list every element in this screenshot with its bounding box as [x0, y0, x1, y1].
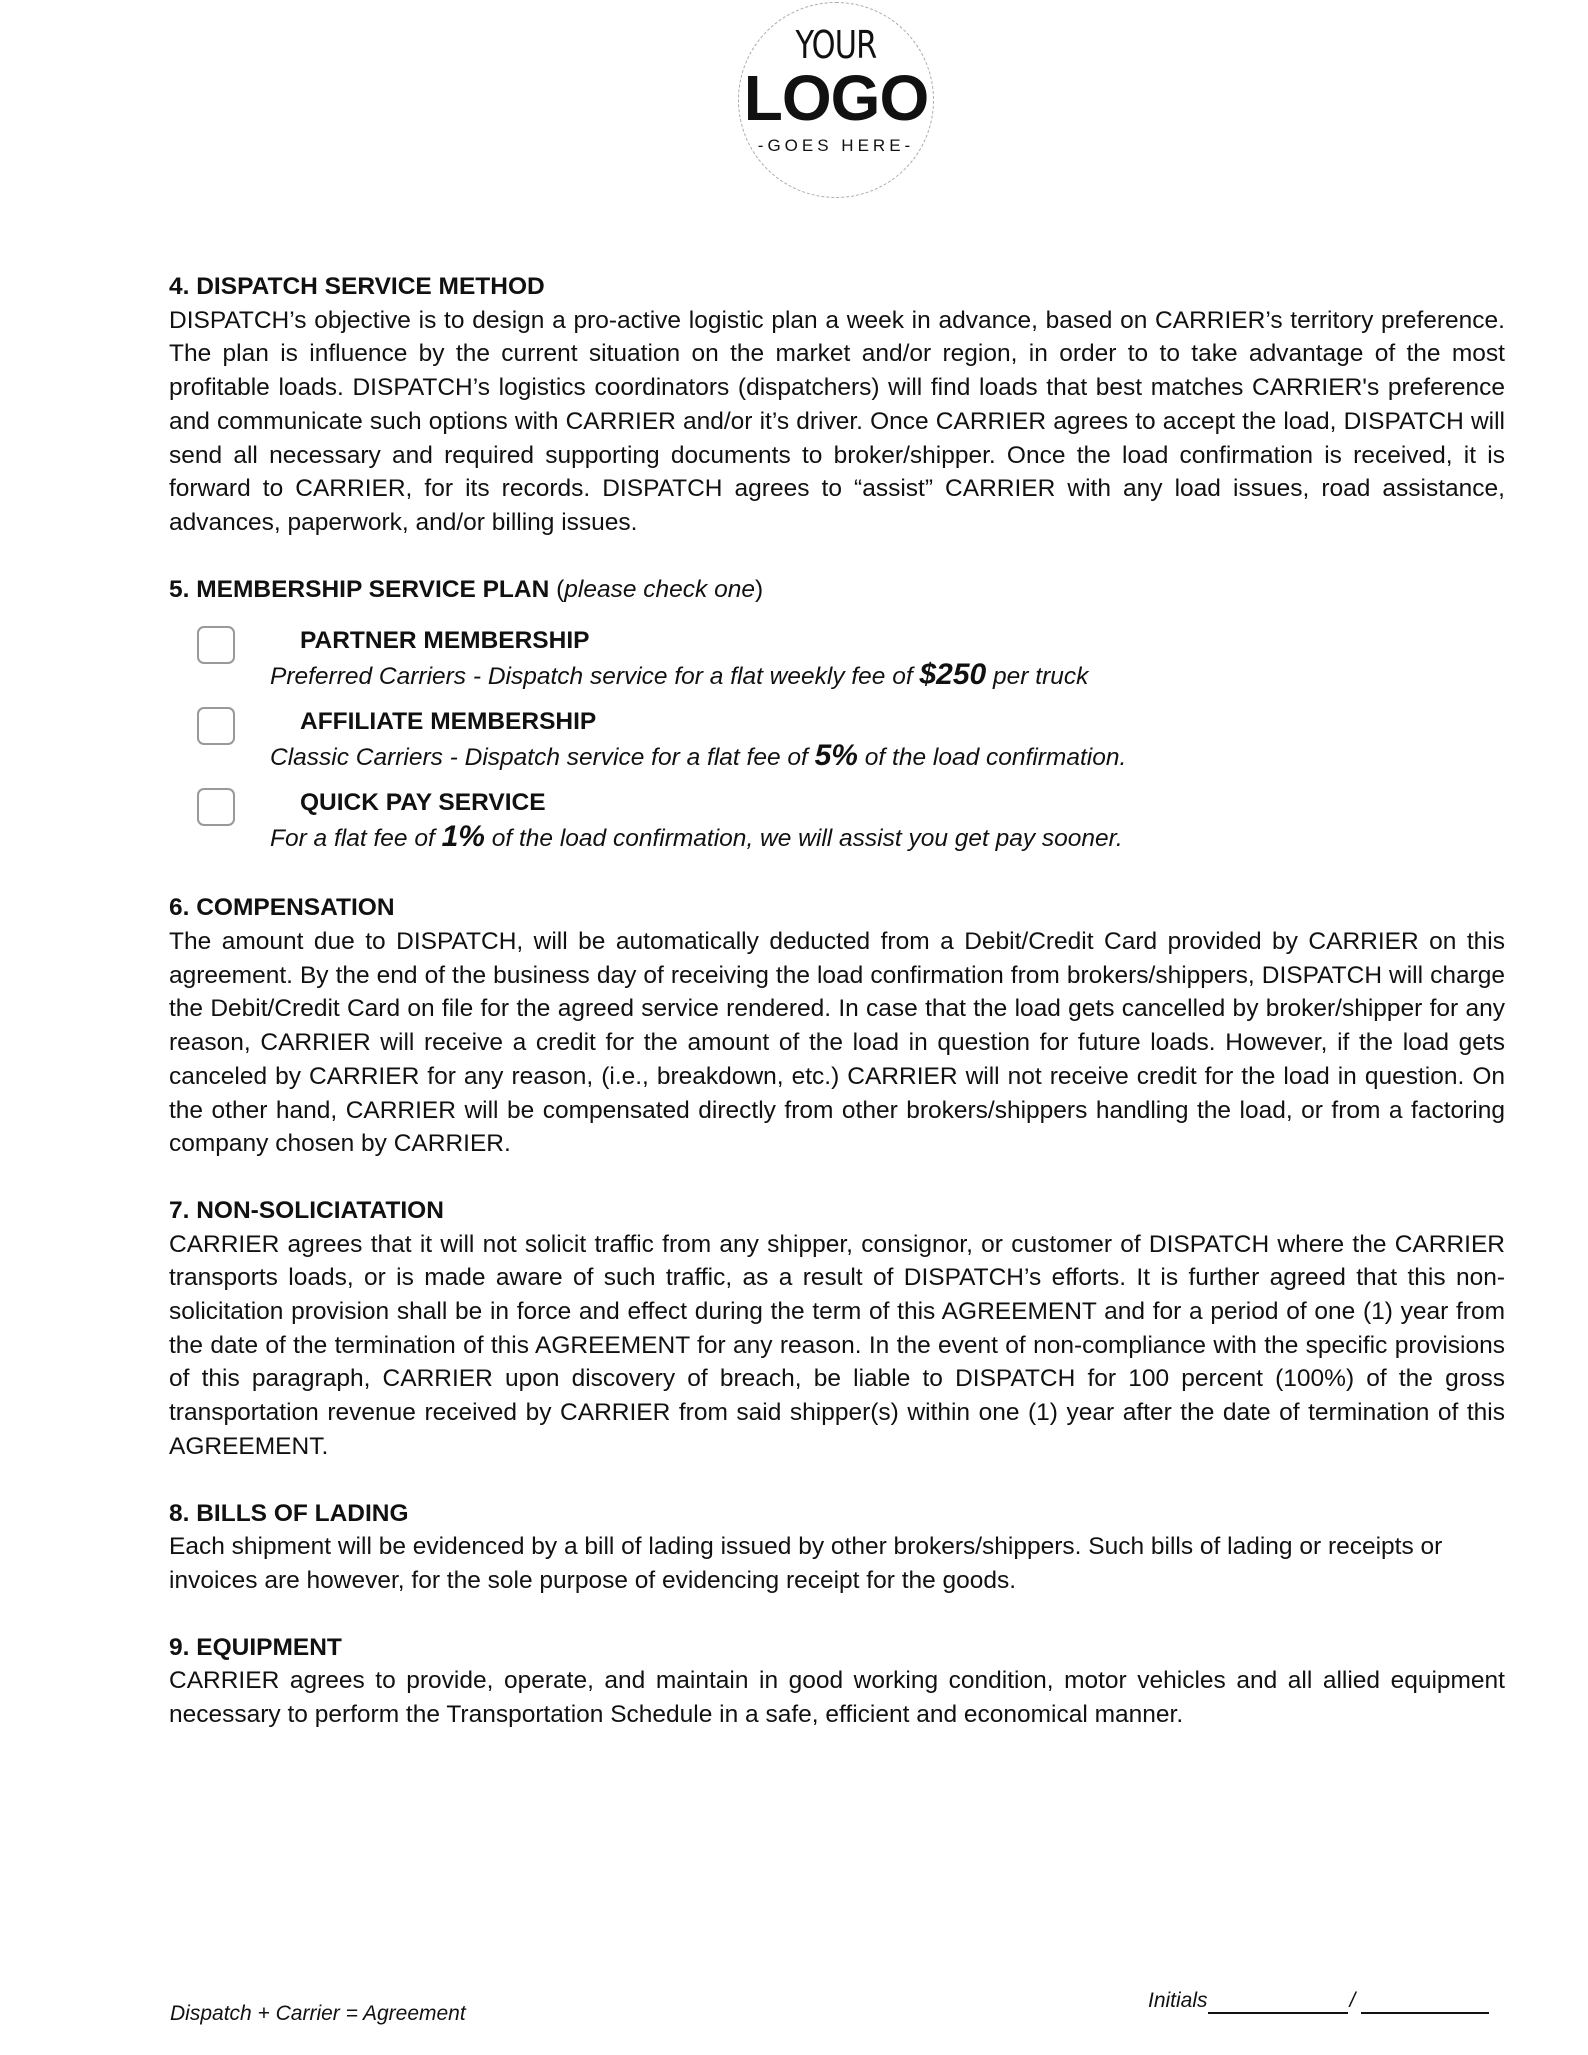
option-price: 1%: [441, 820, 485, 854]
section-body: CARRIER agrees that it will not solicit traffic from any shipper, consignor, or customer of DISPATCH where the CARRIER transports loads, or is made aware of such traffic, as a result of DISPATCH’s efforts. It is further agreed that this non-solicitation provision shall be in force and effect during the term of this AGREEMENT and for a period of one (1) year from the date of the termination of this AGREEMENT for any reason. In the event of non-compliance with the specific provisions of this paragraph, CARRIER upon discovery of breach, be liable to DISPATCH for 100 percent (100%) of the gross transportation revenue received by CARRIER from said shipper(s) within one (1) year after the date of termination of this AGREEMENT.: [169, 1230, 1505, 1460]
section-heading: 6. COMPENSATION: [169, 894, 395, 922]
section-dispatch-service-method: [169, 270, 1505, 540]
initials-field: [1148, 1988, 1489, 2014]
section-note: please check one: [564, 575, 755, 603]
footer-tagline: Dispatch + Carrier = Agreement: [170, 2002, 466, 2025]
section-body: The amount due to DISPATCH, will be automatically deducted from a Debit/Credit Card provided by CARRIER on this agreement. By the end of the business day of receiving the load confirmation from brokers/shippers, DISPATCH will charge the Debit/Credit Card on file for the agreed service rendered. In case that the load gets cancelled by broker/shipper for any reason, CARRIER will receive a credit for the amount of the load in question for future loads. However, if the load gets canceled by CARRIER for any reason, (i.e., breakdown, etc.) CARRIER will not receive credit for the load in question. On the other hand, CARRIER will be compensated directly from other brokers/shippers handling the load, or from a factoring company chosen by CARRIER.: [169, 928, 1505, 1158]
section-heading: 7. NON-SOLICIATATION: [169, 1196, 444, 1224]
initials-line-carrier[interactable]: [1361, 1990, 1489, 2014]
plan-option-affiliate: [169, 705, 1505, 786]
section-body: DISPATCH’s objective is to design a pro-active logistic plan a week in advance, based on CARRIER’s territory preference. The plan is influence by the current situation on the market and/or region, in order to to take advantage of the most profitable loads. DISPATCH’s logistics coordinators (dispatchers) will find loads that best matches CARRIER's preference and communicate such options with CARRIER and/or it’s driver. Once CARRIER agrees to accept the load, DISPATCH will send all necessary and required supporting documents to broker/shipper. Once the load confirmation is received, it is forward to CARRIER, for its records. DISPATCH agrees to “assist” CARRIER with any load issues, road assistance, advances, paperwork, and/or billing issues.: [169, 306, 1505, 536]
section-heading: 9. EQUIPMENT: [169, 1633, 342, 1661]
option-title: PARTNER MEMBERSHIP: [300, 627, 590, 655]
logo-text-logo: LOGO: [743, 62, 929, 134]
note-paren: (: [549, 575, 565, 603]
section-compensation: [169, 891, 1505, 1161]
section-heading: 5. MEMBERSHIP SERVICE PLAN: [169, 575, 550, 603]
plan-options: [169, 624, 1505, 867]
plan-option-partner: [169, 624, 1505, 705]
logo-placeholder: [738, 2, 934, 198]
option-description: For a flat fee of 1% of the load confirmation, we will assist you get pay sooner.: [270, 820, 1123, 854]
option-description: Preferred Carriers - Dispatch service for a flat weekly fee of $250 per truck: [270, 658, 1089, 692]
plan-option-quick-pay: [169, 786, 1505, 867]
section-heading: 8. BILLS OF LADING: [169, 1499, 409, 1527]
logo-text-your: YOUR: [795, 23, 877, 67]
logo-text-goes-here: -GOES HERE-: [757, 136, 915, 155]
section-non-solicitation: [169, 1194, 1505, 1464]
option-title: AFFILIATE MEMBERSHIP: [300, 708, 597, 736]
option-title: QUICK PAY SERVICE: [300, 789, 546, 817]
section-membership-plan: [169, 573, 1505, 607]
initials-separator: /: [1349, 1989, 1356, 2012]
section-bills-of-lading: [169, 1497, 1489, 1598]
option-description: Classic Carriers - Dispatch service for a flat fee of 5% of the load confirmation.: [270, 739, 1127, 773]
section-body: Each shipment will be evidenced by a bill of lading issued by other brokers/shippers. Such bills of lading or receipts or invoices are however, for the sole purpose of evidencing receipt for the goods.: [169, 1533, 1443, 1594]
option-price: 5%: [814, 739, 858, 773]
section-heading: 4. DISPATCH SERVICE METHOD: [169, 273, 545, 300]
partner-checkbox[interactable]: [197, 626, 235, 664]
section-equipment: [169, 1631, 1505, 1732]
affiliate-checkbox[interactable]: [197, 707, 235, 745]
section-body: CARRIER agrees to provide, operate, and maintain in good working condition, motor vehicles and all allied equipment necessary to perform the Transportation Schedule in a safe, efficient and economical manner.: [169, 1667, 1505, 1729]
document-body: [169, 270, 1505, 1765]
initials-line-dispatch[interactable]: [1208, 1990, 1348, 2014]
quick-pay-checkbox[interactable]: [197, 788, 235, 826]
note-paren: ): [754, 575, 764, 603]
option-price: $250: [919, 658, 987, 692]
initials-label: Initials: [1148, 1989, 1208, 2012]
